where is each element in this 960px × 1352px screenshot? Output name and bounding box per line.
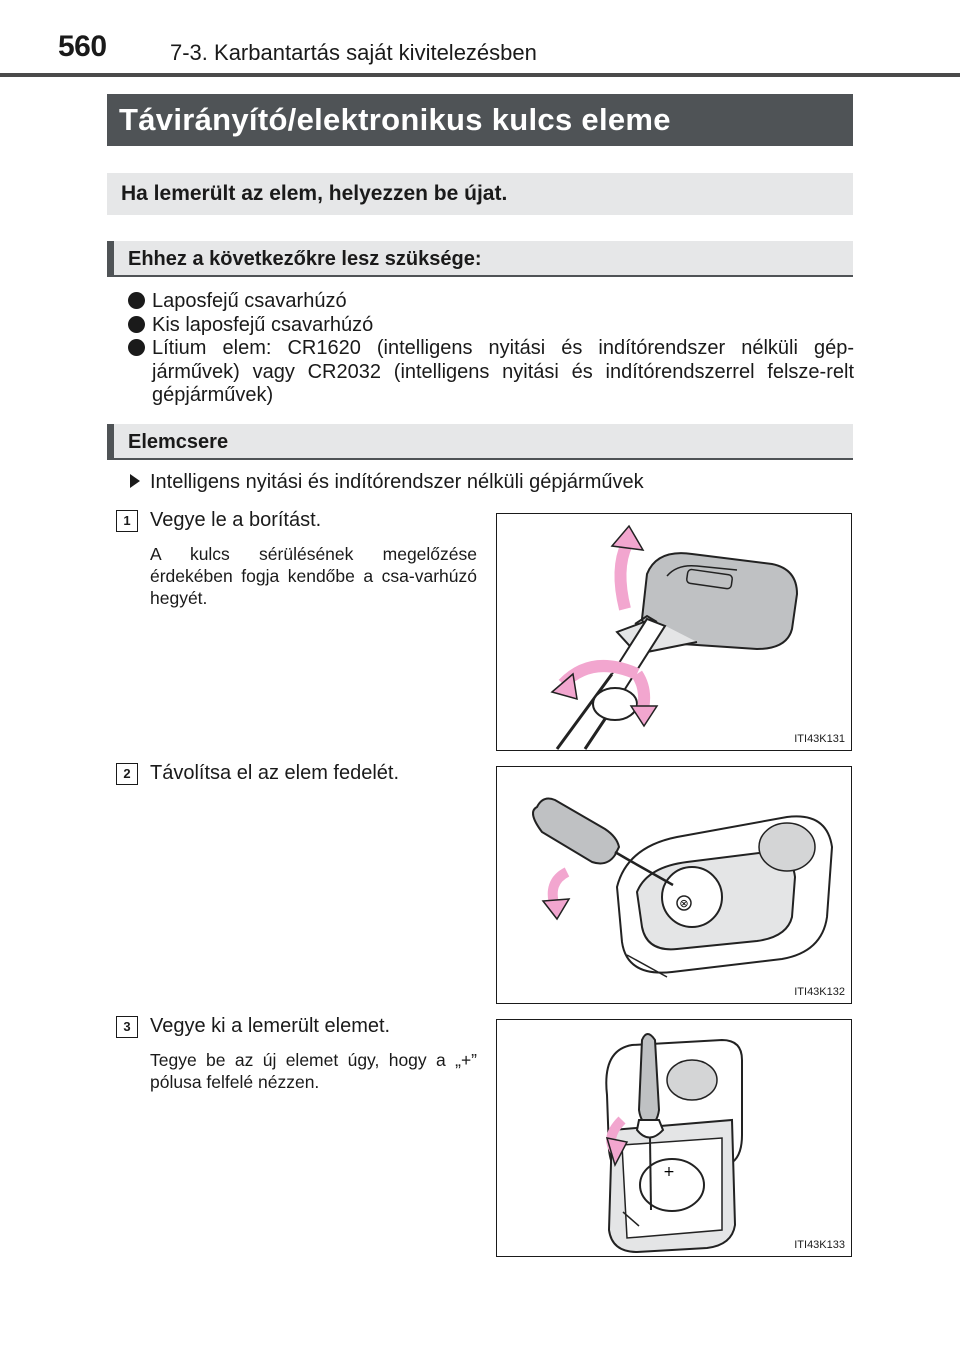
lead-statement: Ha lemerült az elem, helyezzen be újat.: [107, 173, 853, 215]
battery-lid-illustration: [497, 767, 853, 1005]
page-title: Távirányító/elektronikus kulcs eleme: [107, 94, 853, 146]
header-rule: [0, 73, 960, 77]
list-item: Lítium elem: CR1620 (intelligens nyitási és indítórendszer nélküli gép-járművek) vagy CR2032 (intelligens nyitási és indítórendszerrel felsze-relt gépjárművek): [126, 337, 854, 408]
battery-symbol: ⊗: [679, 897, 689, 910]
plus-pole-symbol: +: [663, 1164, 675, 1180]
running-header: 7-3. Karbantartás saját kivitelezésben: [170, 40, 537, 65]
vehicle-type-line: Intelligens nyitási és indítórendszer nélküli gépjárművek: [130, 471, 644, 494]
figure-remove-cover: [496, 513, 852, 751]
figure-code: ITI43K133: [794, 1239, 845, 1251]
list-item: Laposfejű csavarhúzó: [126, 290, 854, 314]
step-3-note: Tegye be az új elemet úgy, hogy a „+” pólusa felfelé nézzen.: [150, 1050, 477, 1092]
triangle-arrow-icon: [130, 474, 140, 488]
bullet-icon: [128, 316, 145, 333]
requirements-heading: Ehhez a következőkre lesz szüksége:: [107, 241, 853, 277]
requirements-list: [126, 290, 854, 408]
list-item: Kis laposfejű csavarhúzó: [126, 314, 854, 338]
step-number-2: 2: [116, 763, 138, 785]
replacement-heading: Elemcsere: [107, 424, 853, 460]
figure-replace-battery: [496, 1019, 852, 1257]
figure-code: ITI43K131: [794, 733, 845, 745]
step-3-instruction: Vegye ki a lemerült elemet.: [150, 1015, 391, 1037]
page-number: 560: [58, 30, 107, 63]
step-number-3: 3: [116, 1016, 138, 1038]
step-1-instruction: Vegye le a borítást.: [150, 509, 322, 531]
figure-code: ITI43K132: [794, 986, 845, 998]
bullet-icon: [128, 339, 145, 356]
step-1-note: A kulcs sérülésének megelőzése érdekében fogja kendőbe a csa-varhúzó hegyét.: [150, 544, 477, 608]
figure-remove-battery-lid: [496, 766, 852, 1004]
bullet-icon: [128, 292, 145, 309]
battery-replace-illustration: [497, 1020, 853, 1258]
step-2-instruction: Távolítsa el az elem fedelét.: [150, 762, 400, 784]
step-number-1: 1: [116, 510, 138, 532]
key-cover-illustration: [497, 514, 853, 752]
